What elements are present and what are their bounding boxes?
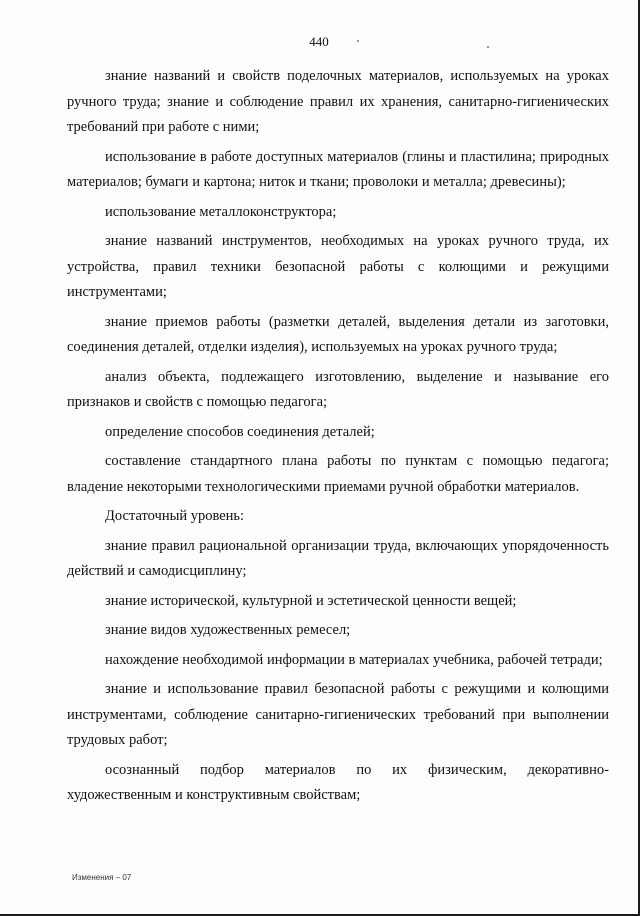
section-heading: Достаточный уровень: [105,508,245,524]
paragraph: определение способов соединения деталей; [105,423,375,440]
paragraph: использование металлоконструктора; [105,203,337,220]
paragraph: составление стандартного плана работы по пунктам с помощью педагога; владение некоторыми технологическими приемами ручной обработки материалов. [67,453,609,495]
paragraph: нахождение необходимой информации в материалах учебника, рабочей тетради; [105,651,603,668]
paragraph: анализ объекта, подлежащего изготовлению, выделение и называние его признаков и свойств с помощью педагога; [67,368,609,410]
paragraph: знание и использование правил безопасной работы с режущими и колющими инструментами, соблюдение санитарно-гигиенических требований при выполнении трудовых работ; [67,681,609,748]
document-body [67,64,609,812]
paragraph: знание названий инструментов, необходимых на уроках ручного труда, их устройства, правил техники безопасной работы с колющими и режущими инструментами; [67,233,609,300]
scan-speck [487,46,489,48]
paragraph: знание названий и свойств поделочных материалов, используемых на уроках ручного труда; знание и соблюдение правил их хранения, санитарно-гигиенических требований при работе с ними; [67,68,609,135]
paragraph: знание исторической, культурной и эстетической ценности вещей; [105,592,517,609]
paragraph: знание видов художественных ремесел; [105,622,351,638]
revision-footer: Изменения – 07 [72,873,132,882]
page-number: 440 [309,34,329,49]
paragraph: знание приемов работы (разметки деталей, выделения детали из заготовки, соединения деталей, отделки изделия), используемых на уроках ручного труда; [67,313,609,355]
paragraph: осознанный подбор материалов по их физическим, декоративно-художественным и конструктивным свойствам; [67,761,609,803]
paragraph: использование в работе доступных материалов (глины и пластилина; природных материалов; бумаги и картона; ниток и ткани; проволоки и металла; древесины); [67,148,609,190]
paragraph: знание правил рациональной организации труда, включающих упорядоченность действий и самодисциплину; [67,537,609,579]
scan-speck [357,40,359,42]
